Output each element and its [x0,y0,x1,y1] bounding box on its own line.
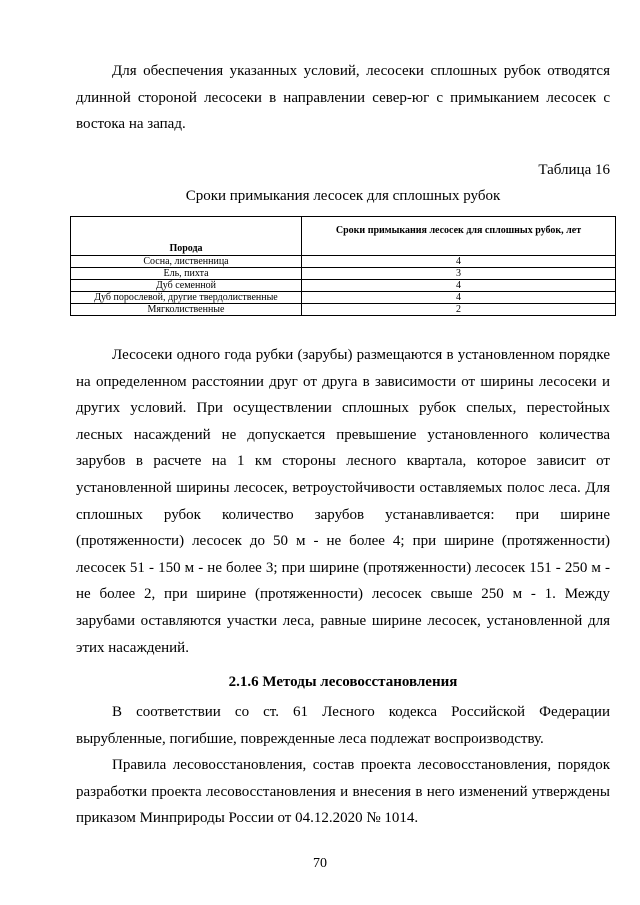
table-cell-species: Сосна, лиственница [71,256,302,268]
table-header-row [71,217,616,256]
page-number: 70 [313,856,327,871]
paragraph-forest-code: В соответствии со ст. 61 Лесного кодекса Российской Федерации вырубленные, погибшие, поврежденные леса подлежат воспроизводству. [76,704,610,747]
table-cell-period: 4 [302,280,616,292]
table-cell-species: Ель, пихта [71,268,302,280]
adjacency-periods-table [70,216,616,316]
paragraph-reforestation-rules: Правила лесовосстановления, состав проекта лесовосстановления, порядок разработки проекта лесовосстановления и внесения в него изменений утверждены приказом Минприроды России от 04.12.2020 № 1014. [76,757,610,827]
paragraph-cutting-direction: Для обеспечения указанных условий, лесосеки сплошных рубок отводятся длинной стороной лесосеки в направлении север-юг с примыканием лесосек с востока на запад. [76,63,610,133]
paragraph-cutting-areas: Лесосеки одного года рубки (зарубы) размещаются в установленном порядке на определенном расстоянии друг от друга в зависимости от ширины лесосеки и других условий. При осуществлении сплошных рубок спелых, перестойных лесных насаждений не допускается превышение установленного количества зарубов в расчете на 1 км стороны лесного квартала, которое зависит от установленной ширины лесосек, ветроустойчивости оставляемых полос леса. Для сплошных рубок количество зарубов устанавливается: при ширине (протяженности) лесосек до 50 м - не более 4; при ширине (протяженности) лесосек 51 - 150 м - не более 3; при ширине (протяженности) лесосек 151 - 250 м - не более 2, при ширине (протяженности) лесосек свыше 250 м - 1. Между зарубами оставляются участки леса, равные ширине лесосек, установленной для этих насаждений. [76,347,610,656]
table-cell-species: Дуб порослевой, другие твердолиственные [71,292,302,304]
table-cell-species: Дуб семенной [71,280,302,292]
table-cell-period: 4 [302,256,616,268]
table-row [71,280,616,292]
table-title: Сроки примыкания лесосек для сплошных рубок [185,188,501,204]
table-row [71,268,616,280]
table-header-species: Порода [71,217,302,256]
table-cell-period: 4 [302,292,616,304]
table-cell-species: Мягколиственные [71,304,302,316]
table-header-period: Сроки примыкания лесосек для сплошных рубок, лет [302,217,616,256]
table-row [71,304,616,316]
table-row [71,292,616,304]
table-cell-period: 2 [302,304,616,316]
table-label: Таблица 16 [538,162,610,178]
table-row [71,256,616,268]
section-heading: 2.1.6 Методы лесовосстановления [228,674,458,690]
table-cell-period: 3 [302,268,616,280]
